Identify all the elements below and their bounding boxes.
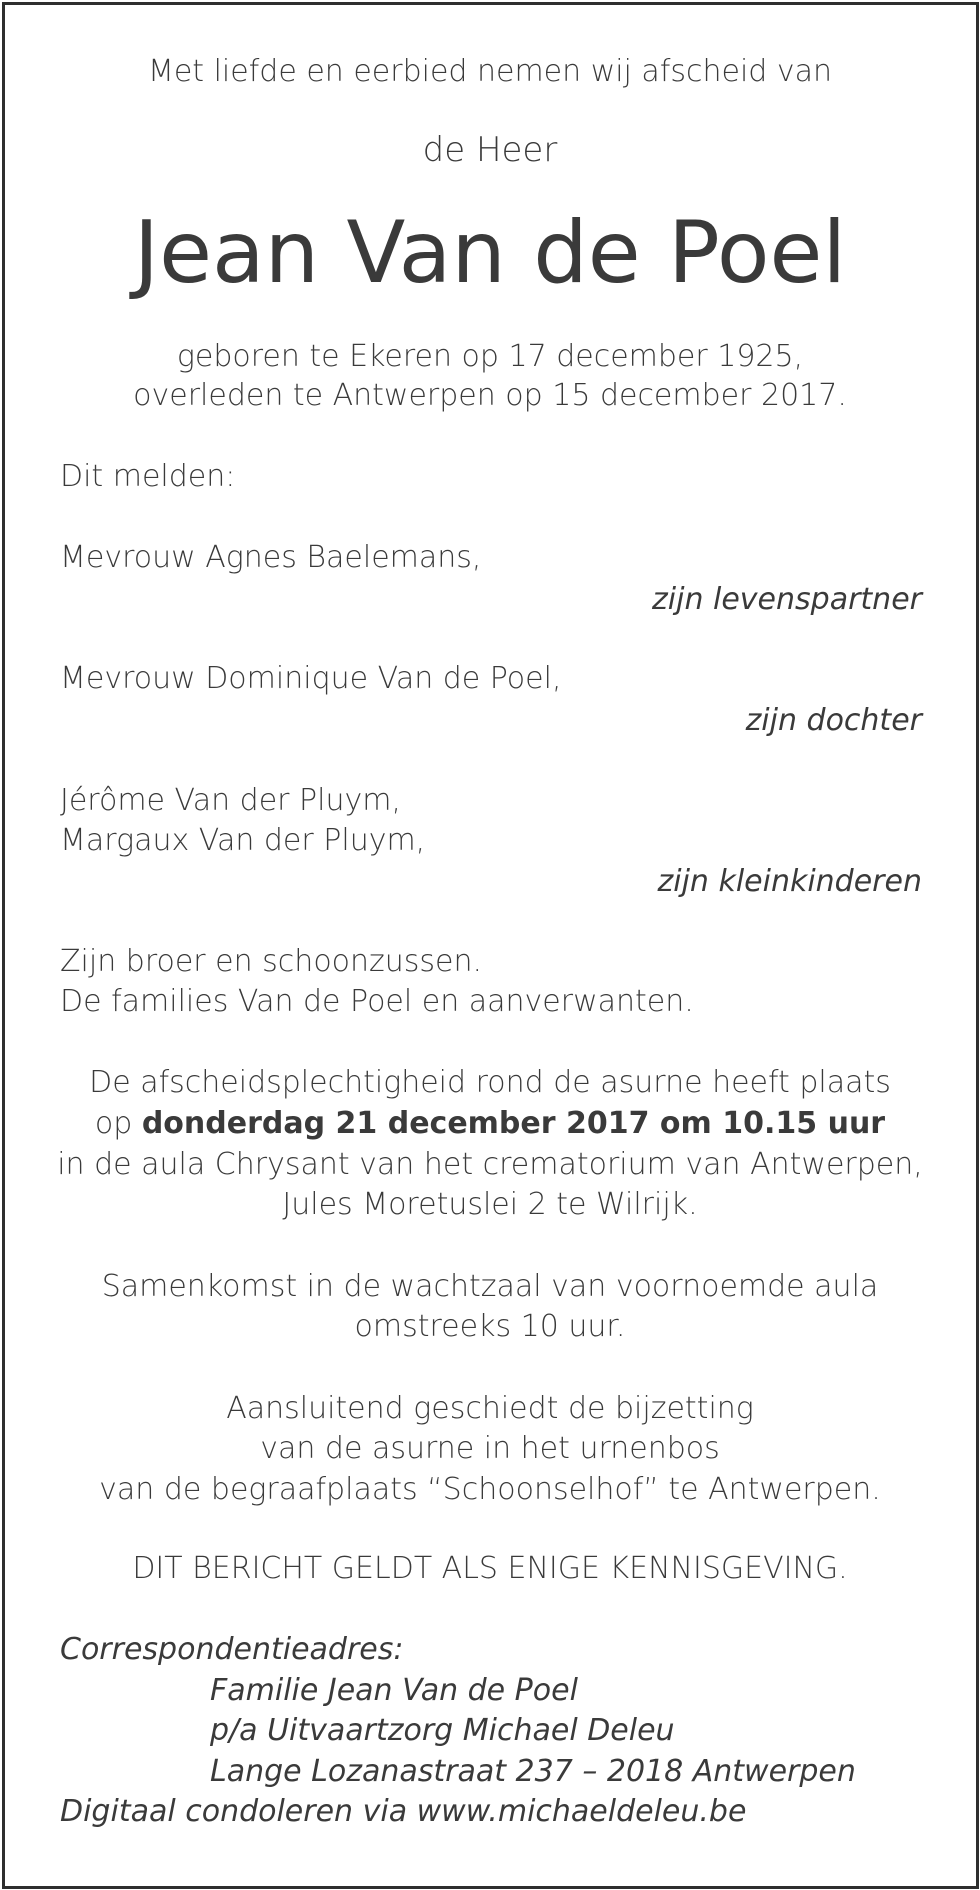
online-condolence: Digitaal condoleren via www.michaeldeleu.be bbox=[60, 1794, 747, 1829]
gathering-time: omstreeks 10 uur. bbox=[354, 1309, 626, 1344]
interment-line: van de begraafplaats “Schoonselhof” te Antwerpen. bbox=[99, 1472, 881, 1507]
announcer-name: Mevrouw Agnes Baelemans, bbox=[60, 540, 482, 575]
announcer-name: Mevrouw Dominique Van de Poel, bbox=[60, 661, 562, 696]
ceremony-date: donderdag 21 december 2017 om 10.15 uur bbox=[141, 1106, 886, 1141]
announcers-header: Dit melden: bbox=[60, 459, 236, 494]
correspondence-label: Correspondentieadres: bbox=[60, 1632, 404, 1667]
ceremony-date-line bbox=[0, 1104, 980, 1144]
interment-line: van de asurne in het urnenbos bbox=[260, 1431, 720, 1466]
ceremony-line: De afscheidsplechtigheid rond de asurne heeft plaats bbox=[89, 1065, 891, 1100]
deceased-name: Jean Van de Poel bbox=[133, 203, 847, 303]
ceremony-line: in de aula Chrysant van het crematorium van Antwerpen, bbox=[57, 1147, 923, 1182]
family-line: Zijn broer en schoonzussen. bbox=[60, 944, 483, 979]
ceremony-address: Jules Moretuslei 2 te Wilrijk. bbox=[282, 1187, 698, 1222]
intro-line: Met liefde en eerbied nemen wij afscheid van bbox=[147, 54, 833, 89]
correspondence-address: Lange Lozanastraat 237 – 2018 Antwerpen bbox=[210, 1754, 856, 1789]
announcer-name: Margaux Van der Pluym, bbox=[60, 823, 426, 858]
correspondence-line: Familie Jean Van de Poel bbox=[210, 1673, 578, 1708]
birth-line: geboren te Ekeren op 17 december 1925, bbox=[176, 339, 804, 374]
correspondence-line: p/a Uitvaartzorg Michael Deleu bbox=[210, 1713, 675, 1748]
notice: DIT BERICHT GELDT ALS ENIGE KENNISGEVING. bbox=[132, 1551, 848, 1586]
announcer-relation: zijn kleinkinderen bbox=[657, 864, 922, 899]
death-line: overleden te Antwerpen op 15 december 2017. bbox=[133, 378, 847, 413]
announcer-relation: zijn dochter bbox=[745, 703, 922, 738]
interment-line: Aansluitend geschiedt de bijzetting bbox=[226, 1391, 754, 1426]
announcer-relation: zijn levenspartner bbox=[652, 582, 922, 617]
ceremony-date-prefix: op bbox=[94, 1106, 142, 1141]
announcer-name: Jérôme Van der Pluym, bbox=[60, 783, 402, 818]
family-line: De families Van de Poel en aanverwanten. bbox=[60, 984, 694, 1019]
deceased-title: de Heer bbox=[422, 130, 558, 170]
gathering-line: Samenkomst in de wachtzaal van voornoemde aula bbox=[101, 1269, 879, 1304]
